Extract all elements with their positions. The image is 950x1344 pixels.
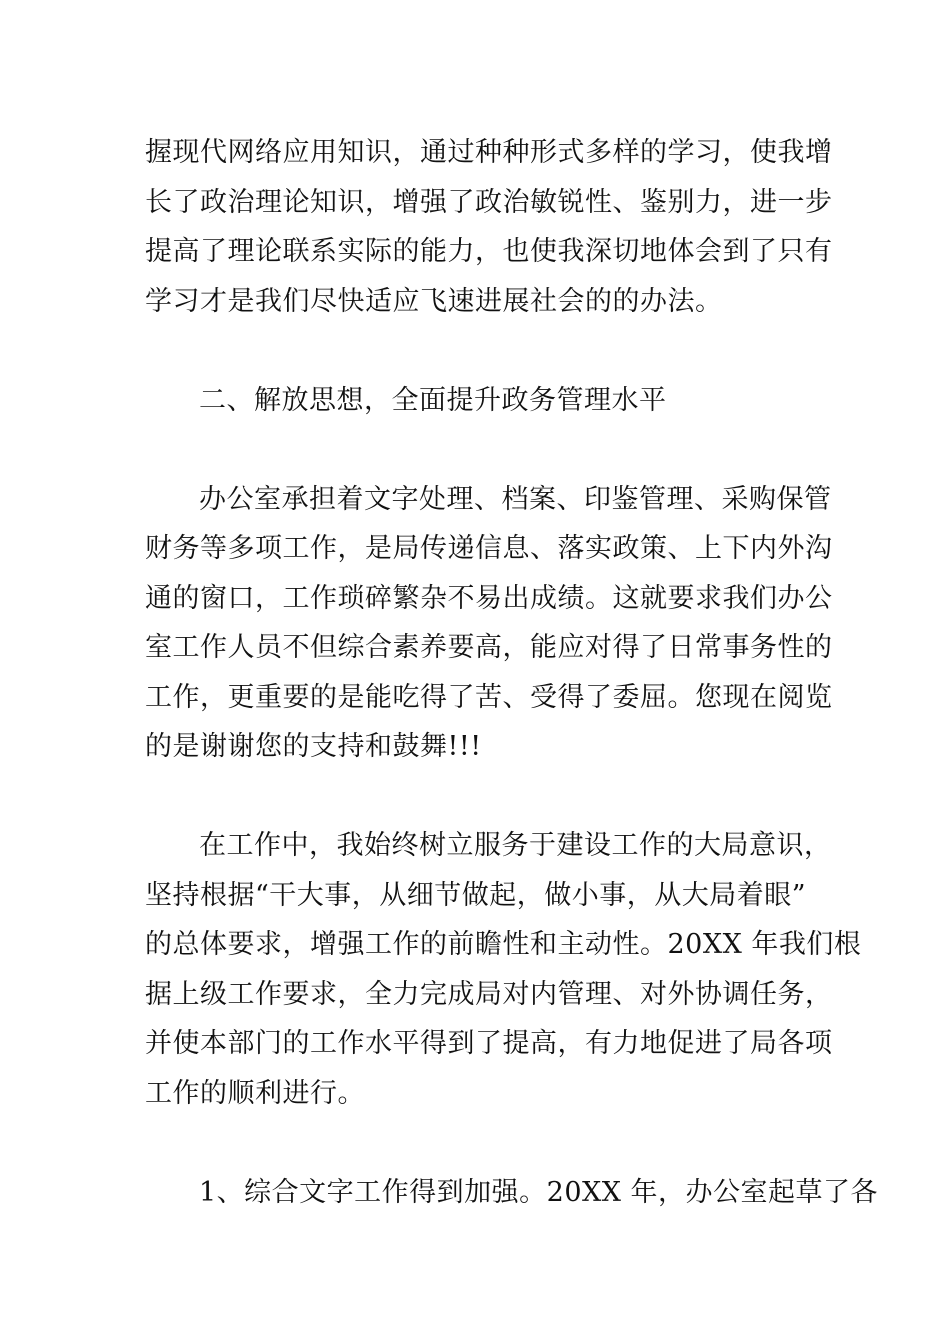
paragraph-spacer xyxy=(145,425,810,475)
document-page xyxy=(145,128,879,1217)
text-line: 在工作中，我始终树立服务于建设工作的大局意识， xyxy=(199,830,832,861)
text-line: 财务等多项工作，是局传递信息、落实政策、上下内外沟 xyxy=(145,533,833,564)
text-line: 长了政治理论知识，增强了政治敏锐性、鉴别力，进一步 xyxy=(145,186,833,218)
section-heading xyxy=(145,376,810,426)
text-line: 的是谢谢您的支持和鼓舞!!! xyxy=(145,731,482,762)
paragraph-continued xyxy=(145,128,833,326)
text-line: 学习才是我们尽快适应飞速进展社会的的办法。 xyxy=(145,285,723,317)
text-line: 的总体要求，增强工作的前瞻性和主动性。20XX 年我们根 xyxy=(145,929,862,960)
text-line: 室工作人员不但综合素养要高，能应对得了日常事务性的 xyxy=(145,632,833,663)
text-line: 工作的顺利进行。 xyxy=(145,1077,365,1109)
text-line: 并使本部门的工作水平得到了提高，有力地促进了局各项 xyxy=(145,1028,833,1059)
text-line: 1、综合文字工作得到加强。20XX 年，办公室起草了各 xyxy=(199,1176,879,1208)
paragraph-item-1 xyxy=(145,1168,879,1218)
paragraph-spacer xyxy=(145,326,810,376)
paragraph-spacer xyxy=(145,772,810,822)
text-line: 二、解放思想，全面提升政务管理水平 xyxy=(199,384,667,416)
paragraph-office-duties xyxy=(145,475,833,772)
paragraph-spacer xyxy=(145,1118,810,1168)
text-line: 提高了理论联系实际的能力，也使我深切地体会到了只有 xyxy=(145,236,833,267)
text-line: 工作，更重要的是能吃得了苦、受得了委屈。您现在阅览 xyxy=(145,681,833,713)
text-line: 办公室承担着文字处理、档案、印鉴管理、采购保管 xyxy=(199,483,832,515)
paragraph-work-attitude xyxy=(145,821,862,1118)
text-line: 坚持根据“干大事，从细节做起，做小事，从大局着眼” xyxy=(145,879,807,911)
text-line: 握现代网络应用知识，通过种种形式多样的学习，使我增 xyxy=(145,137,833,168)
text-line: 通的窗口，工作琐碎繁杂不易出成绩。这就要求我们办公 xyxy=(145,582,833,614)
text-line: 据上级工作要求，全力完成局对内管理、对外协调任务， xyxy=(145,978,833,1010)
